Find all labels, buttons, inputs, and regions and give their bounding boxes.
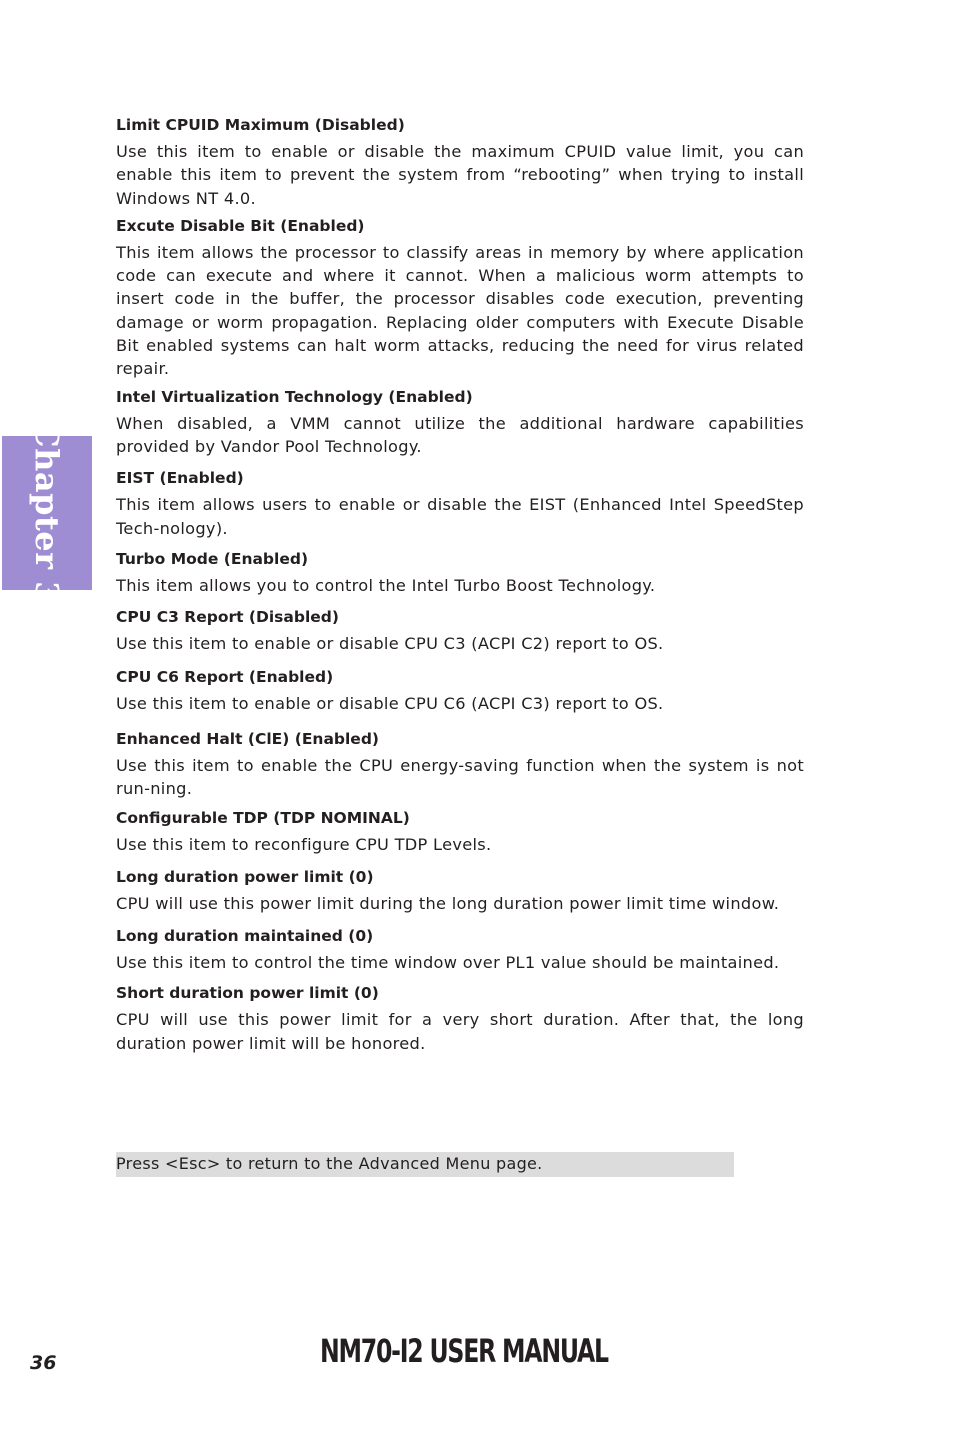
setting-title: Intel Virtualization Technology (Enabled) [116,387,473,406]
manual-title: NM70-I2 USER MANUAL [320,1332,608,1370]
setting-title: Enhanced Halt (ClE) (Enabled) [116,729,380,748]
setting-description: CPU will use this power limit during the long duration power limit time window. [116,893,780,913]
setting-item [116,386,804,459]
esc-return-note: Press <Esc> to return to the Advanced Menu page. [116,1152,734,1177]
setting-description: Use this item to reconfigure CPU TDP Levels. [116,835,492,855]
setting-title: Configurable TDP (TDP NOMINAL) [116,809,410,828]
setting-item [116,666,804,715]
setting-item [116,114,804,210]
setting-title: Long duration maintained (0) [116,926,374,945]
setting-item [116,807,804,856]
setting-description: When disabled, a VMM cannot utilize the additional hardware capabilities provided by Vandor Pool Technology. [116,413,804,456]
setting-description: This item allows you to control the Intel Turbo Boost Technology. [116,575,656,595]
setting-item [116,548,804,597]
setting-item [116,982,804,1055]
setting-title: Excute Disable Bit (Enabled) [116,216,365,235]
setting-description: Use this item to enable or disable CPU C3 (ACPI C2) report to OS. [116,634,664,654]
chapter-tab [2,422,92,604]
setting-title: Turbo Mode (Enabled) [116,549,309,568]
setting-title: CPU C3 Report (Disabled) [116,608,339,627]
setting-title: Long duration power limit (0) [116,867,374,886]
page-number: 36 [30,1352,57,1374]
setting-item [116,606,804,655]
setting-title: Short duration power limit (0) [116,984,379,1003]
setting-title: EIST (Enabled) [116,469,244,488]
settings-description-list [116,114,804,1060]
setting-item [116,866,804,915]
chapter-label: Chapter 3 [28,422,66,604]
setting-description: This item allows users to enable or disable the EIST (Enhanced Intel SpeedStep Tech-nology). [116,495,804,538]
setting-description: This item allows the processor to classify areas in memory by where application code can execute and where it cannot. When a malicious worm attempts to insert code in the buffer, the processor disables code execution, preventing damage or worm propagation. Replacing older computers with Execute Disable Bit enabled systems can halt worm attacks, reducing the need for virus related repair. [116,242,804,379]
setting-title: Limit CPUID Maximum (Disabled) [116,116,405,134]
setting-item [116,467,804,540]
setting-description: Use this item to enable the CPU energy-saving function when the system is not run-ning. [116,755,804,799]
setting-description: CPU will use this power limit for a very short duration. After that, the long duration power limit will be honored. [116,1010,804,1053]
setting-description: Use this item to enable or disable CPU C6 (ACPI C3) report to OS. [116,694,664,714]
setting-item [116,215,804,381]
setting-title: CPU C6 Report (Enabled) [116,668,334,687]
setting-item [116,728,804,801]
setting-description: Use this item to control the time window over PL1 value should be maintained. [116,952,780,972]
setting-description: Use this item to enable or disable the maximum CPUID value limit, you can enable this item to prevent the system from “rebooting” when trying to install Windows NT 4.0. [116,142,804,208]
setting-item [116,925,804,974]
